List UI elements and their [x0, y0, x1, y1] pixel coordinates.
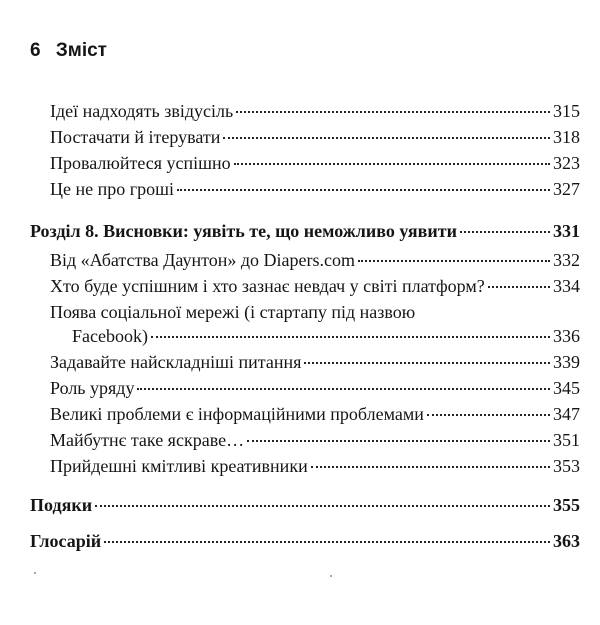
dot-leader — [488, 286, 550, 288]
toc-entry[interactable] — [50, 100, 580, 122]
toc-entry[interactable] — [50, 178, 580, 200]
toc-entry[interactable] — [50, 377, 580, 399]
dot-leader — [223, 137, 550, 139]
toc-acknowledgements[interactable] — [30, 494, 580, 516]
toc-entry-page: 345 — [553, 378, 580, 398]
dot-leader — [236, 111, 550, 113]
scan-speck — [330, 575, 332, 577]
toc-entry-title: Прийдешні кмітливі креативники — [50, 456, 308, 476]
dot-leader — [247, 440, 550, 442]
toc-entry[interactable] — [50, 403, 580, 425]
dot-leader — [304, 362, 550, 364]
scan-speck — [34, 572, 36, 574]
toc-section-title: Подяки — [30, 495, 93, 515]
toc-chapter-title: Розділ 8. Висновки: уявіть те, що неможливо уявити — [30, 221, 457, 241]
toc-chapter-page: 331 — [553, 221, 580, 241]
dot-leader — [95, 505, 550, 507]
dot-leader — [311, 466, 550, 468]
toc-section-page: 363 — [553, 531, 580, 551]
toc-entry-title: Ідеї надходять звідусіль — [50, 101, 234, 121]
toc-entry-title: Роль уряду — [50, 378, 135, 398]
toc-entry-page: 323 — [553, 153, 580, 173]
toc-entry-title: Великі проблеми є інформаційними проблемами — [50, 404, 424, 424]
toc-entry-title-line2: Facebook) — [72, 326, 148, 346]
dot-leader — [177, 189, 550, 191]
toc-entry[interactable] — [50, 152, 580, 174]
dot-leader — [151, 336, 550, 338]
toc-section-title: Глосарій — [30, 531, 102, 551]
toc-entry-title: Постачати й ітерувати — [50, 127, 221, 147]
dot-leader — [358, 260, 550, 262]
toc-entry-page: 327 — [553, 179, 580, 199]
toc-entry-page: 332 — [553, 250, 580, 270]
toc-glossary[interactable] — [30, 530, 580, 552]
toc-entry[interactable] — [72, 325, 580, 347]
toc-entry-page: 315 — [553, 101, 580, 121]
toc-entry[interactable] — [50, 429, 580, 451]
toc-entry-title: Провалюйтеся успішно — [50, 153, 231, 173]
toc-entry-page: 339 — [553, 352, 580, 372]
toc-entry-title: Майбутнє таке яскраве… — [50, 430, 245, 450]
dot-leader — [460, 231, 550, 233]
toc-chapter-8[interactable] — [30, 220, 580, 242]
toc-section-page: 355 — [553, 495, 580, 515]
toc-entry-page: 351 — [553, 430, 580, 450]
toc-entry-page: 318 — [553, 127, 580, 147]
dot-leader — [427, 414, 550, 416]
dot-leader — [104, 541, 550, 543]
toc-entry-title: Задавайте найскладніші питання — [50, 352, 302, 372]
page-title: Зміст — [55, 40, 107, 61]
toc-entry-title-line1: Поява соціальної мережі (і стартапу під назвою — [50, 302, 416, 322]
toc-entry-page: 347 — [553, 404, 580, 424]
toc-entry-title: Це не про гроші — [50, 179, 174, 199]
toc-entry[interactable] — [50, 455, 580, 477]
toc-entry[interactable] — [50, 249, 580, 271]
dot-leader — [137, 388, 550, 390]
toc-entry-page: 334 — [553, 276, 580, 296]
toc-entry-title: Від «Абатства Даунтон» до Diapers.com — [50, 250, 355, 270]
dot-leader — [234, 163, 550, 165]
page-number: 6 — [30, 40, 41, 61]
toc-entry-page: 353 — [553, 456, 580, 476]
toc-entry-title: Хто буде успішним і хто зазнає невдач у світі платформ? — [50, 276, 485, 296]
toc-entry[interactable] — [50, 351, 580, 373]
toc-entry[interactable] — [50, 275, 580, 297]
toc-entry-page: 336 — [553, 326, 580, 346]
toc-entry[interactable] — [50, 126, 580, 148]
